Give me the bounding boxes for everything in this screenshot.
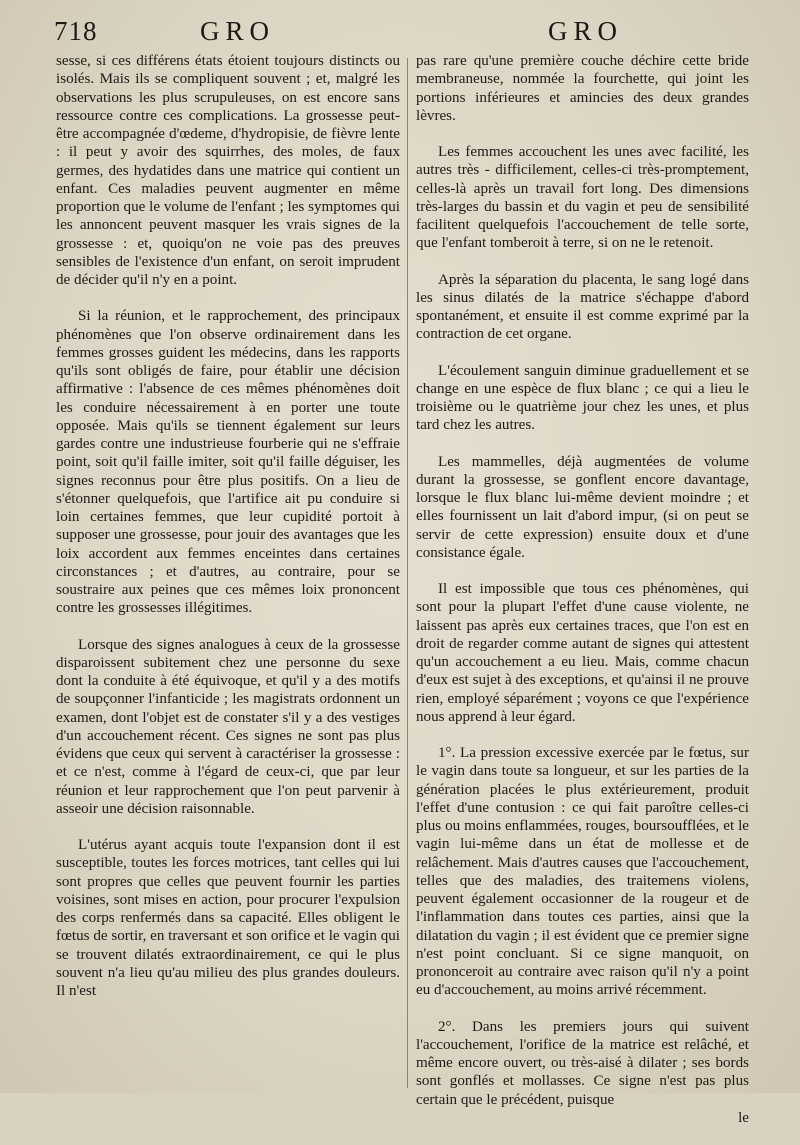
running-head (0, 12, 800, 52)
paragraph: pas rare qu'une première couche déchire cette bride membraneuse, nommée la fourchette, qui joint les portions inférieures et amincies des deux grandes lèvres. (416, 53, 749, 124)
paragraph: Les mammelles, déjà augmentées de volume durant la grossesse, se gonflent encore davantage, lorsque le flux blanc lui-même devient moindre ; et elles fournissent un lait d'abord impur, (si on peut se servir de cette expression) ensuite doux et d'une consistance égale. (416, 453, 749, 561)
paragraph: 1°. La pression excessive exercée par le fœtus, sur le vagin dans toute sa longueur, et sur les parties de la génération placées le plus extérieurement, produit l'effet d'une contusion : ce qui fait paroître celles-ci plus ou moins enflammées, rouges, boursoufflées, et le vagin lui-même dans un état de mollesse et de relâchement. Mais d'autres causes que l'accouchement, telles que des maladies, des traitemens violens, peuvent également occasionner de la rougeur et de l'inflammation dans toutes ces parties, ainsi que la dilatation du vagin ; il est évident que ce premier signe n'est point concluant. Si ce signe manquoit, on prononceroit au contraire avec raison qu'il n'y a point eu d'accouchement, au moins arrivé récemment. (416, 745, 749, 999)
paragraph: Lorsque des signes analogues à ceux de la grossesse disparoissent subitement chez une personne du sexe dont la conduite à été équivoque, et qu'il y a des motifs de soupçonner l'infanticide ; les magistrats ordonnent un examen, dont l'objet est de constater s'il y a des vestiges d'un accouchement récent. Ces signes ne sont pas plus évidens que ceux qui servent à caractériser la grossesse : et ce n'est, comme à l'égard de ceux-ci, que par leur réunion et leur rapprochement que l'on peut parvenir à asseoir une décision raisonnable. (56, 636, 400, 817)
paragraph: L'utérus ayant acquis toute l'expansion dont il est susceptible, toutes les forces motrices, tant celles qui lui sont propres que celles que peuvent fournir les parties voisines, sont mises en action, pour procurer l'expulsion des corps renfermés dans sa capacité. Elles obligent le fœtus de sortir, en traversant et son orifice et le vagin qui se trouvent dilatés extraordinairement, ce qui le plus souvent n'a lieu qu'au milieu des plus grandes douleurs. Il n'est (56, 837, 400, 999)
paragraph: 2°. Dans les premiers jours qui suivent l'accouchement, l'orifice de la matrice est relâché, et même encore ouvert, ou très-aisé à dilater ; ses bords sont gonflés et mollasses. Ce signe n'est pas plus certain que le précédent, puisque (416, 1018, 749, 1108)
paragraph: Après la séparation du placenta, le sang logé dans les sinus dilatés de la matrice s'échappe d'abord spontanément, et ensuite il est comme exprimé par la contraction de cet organe. (416, 271, 749, 343)
right-column (416, 52, 749, 1145)
running-head-left: GRO (200, 16, 276, 46)
paragraph: Il est impossible que tous ces phénomènes, qui sont pour la plupart l'effet d'une cause violente, ne laissent pas après eux certaines traces, que l'on est en droit de regarder comme autant de signes qui attestent qu'un accouchement a eu lieu. Mais, comme chacun d'eux est sujet à des exceptions, et qu'ainsi il ne prouve rien, employé séparément ; voyons ce que l'expérience nous apprend à leur égard. (416, 581, 749, 725)
paragraph: Si la réunion, et le rapprochement, des principaux phénomènes que l'on observe ordinairement dans les femmes grosses guident les médecins, dans les rapports qu'ils sont obligés de faire, pour établir une décision affirmative : l'absence de ces mêmes phénomènes doit les conduire nécessairement à en porter une toute opposée. Mais qu'ils se tiennent également sur leurs gardes contre une industrieuse fourberie qui ne s'effraie point, soit qu'il faille imiter, soit qu'il faille déguiser, les signes reconnus pour être plus positifs. On a lieu de s'étonner quelquefois, que l'artifice ait pu conduire si loin certaines femmes, que leur cupidité portoit à supposer une grossesse, pour jouir des avantages que les loix accordent aux femmes enceintes dans certaines circonstances ; et d'autres, au contraire, pour se soustraire aux peines que ces mêmes loix prononcent contre les grossesses illégitimes. (56, 308, 400, 617)
paragraph: Les femmes accouchent les unes avec facilité, les autres très - difficilement, celles-ci très-promptement, celles-là après un travail fort long. Des dimensions très-larges du bassin et du vagin et peu de sensibilité facilitent quelquefois l'accouchement de telle sorte, que l'enfant tomberoit à terre, si on ne le retenoit. (416, 144, 749, 252)
paragraph: L'écoulement sanguin diminue graduellement et se change en une espèce de flux blanc ; ce qui a lieu le troisième ou le quatrième jour chez les unes, et plus tard chez les autres. (416, 362, 749, 434)
page-number: 718 (54, 16, 98, 46)
running-head-right: GRO (548, 16, 624, 46)
column-divider (407, 58, 408, 1088)
paragraph: sesse, si ces différens états étoient toujours distincts ou isolés. Mais ils se compliquent souvent ; et, malgré les observations les plus scrupuleuses, on est encore sans ressource contre ces complications. La grossesse peut-être accompagnée d'œdeme, d'hydropisie, de fièvre lente : il peut y avoir des squirrhes, des moles, de faux germes, des hydatides dans une matrice qui contient un enfant. Ces maladies peuvent augmenter en même proportion que le volume de l'enfant ; les symptomes qui les annoncent peuvent masquer les vrais signes de la grossesse : et, quoiqu'on ne voie pas des preuves sensibles de l'existence d'un enfant, on seroit imprudent de décider qu'il n'y en a point. (56, 53, 400, 288)
catchword: le (738, 1109, 749, 1126)
left-column (56, 52, 400, 1018)
